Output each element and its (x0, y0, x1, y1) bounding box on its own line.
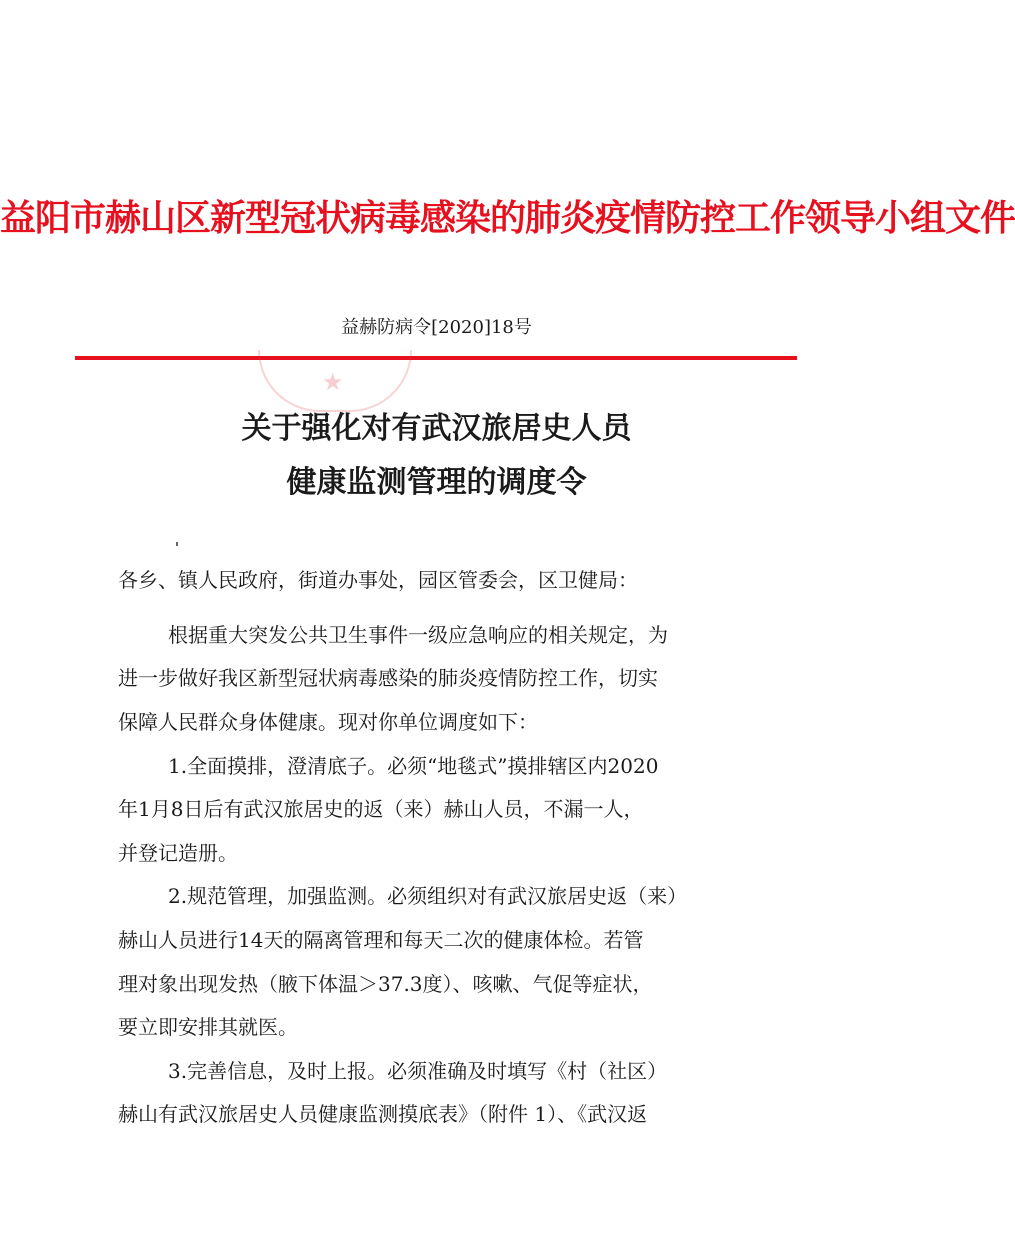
red-divider-rule (75, 356, 797, 360)
scan-mark (176, 542, 178, 546)
item3-line: 3.完善信息，及时上报。必须准确及时填写《村（社区） (168, 1059, 668, 1083)
item2-line: 理对象出现发热（腋下体温＞37.3度）、咳嗽、气促等症状， (118, 972, 653, 996)
document-subject-line-2: 健康监测管理的调度令 (286, 465, 587, 500)
item1-line: 年1月8日后有武汉旅居史的返（来）赫山人员，不漏一人， (118, 797, 644, 821)
item3-line: 赫山有武汉旅居史人员健康监测摸底表》（附件 1）、《武汉返 (118, 1102, 648, 1126)
item2-line: 要立即安排其就医。 (118, 1015, 298, 1039)
intro-line: 根据重大突发公共卫生事件一级应急响应的相关规定，为 (168, 623, 668, 647)
item2-line: 赫山人员进行14天的隔离管理和每天二次的健康体检。若管 (118, 928, 644, 952)
intro-line: 进一步做好我区新型冠状病毒感染的肺炎疫情防控工作，切实 (118, 666, 658, 690)
item1-line: 1.全面摸排，澄清底子。必须“地毯式”摸排辖区内2020 (168, 754, 659, 778)
addressee-line: 各乡、镇人民政府，街道办事处，园区管委会，区卫健局： (118, 568, 638, 592)
document-subject-line-1: 关于强化对有武汉旅居史人员 (241, 411, 632, 446)
document-number: 益赫防病令[2020]18号 (341, 317, 532, 338)
seal-star-icon: ★ (322, 368, 344, 396)
item2-line: 2.规范管理，加强监测。必须组织对有武汉旅居史返（来） (168, 884, 688, 908)
intro-line: 保障人民群众身体健康。现对你单位调度如下： (118, 710, 538, 734)
issuer-title: 益阳市赫山区新型冠状病毒感染的肺炎疫情防控工作领导小组文件 (0, 197, 1015, 239)
item1-line: 并登记造册。 (118, 841, 238, 865)
